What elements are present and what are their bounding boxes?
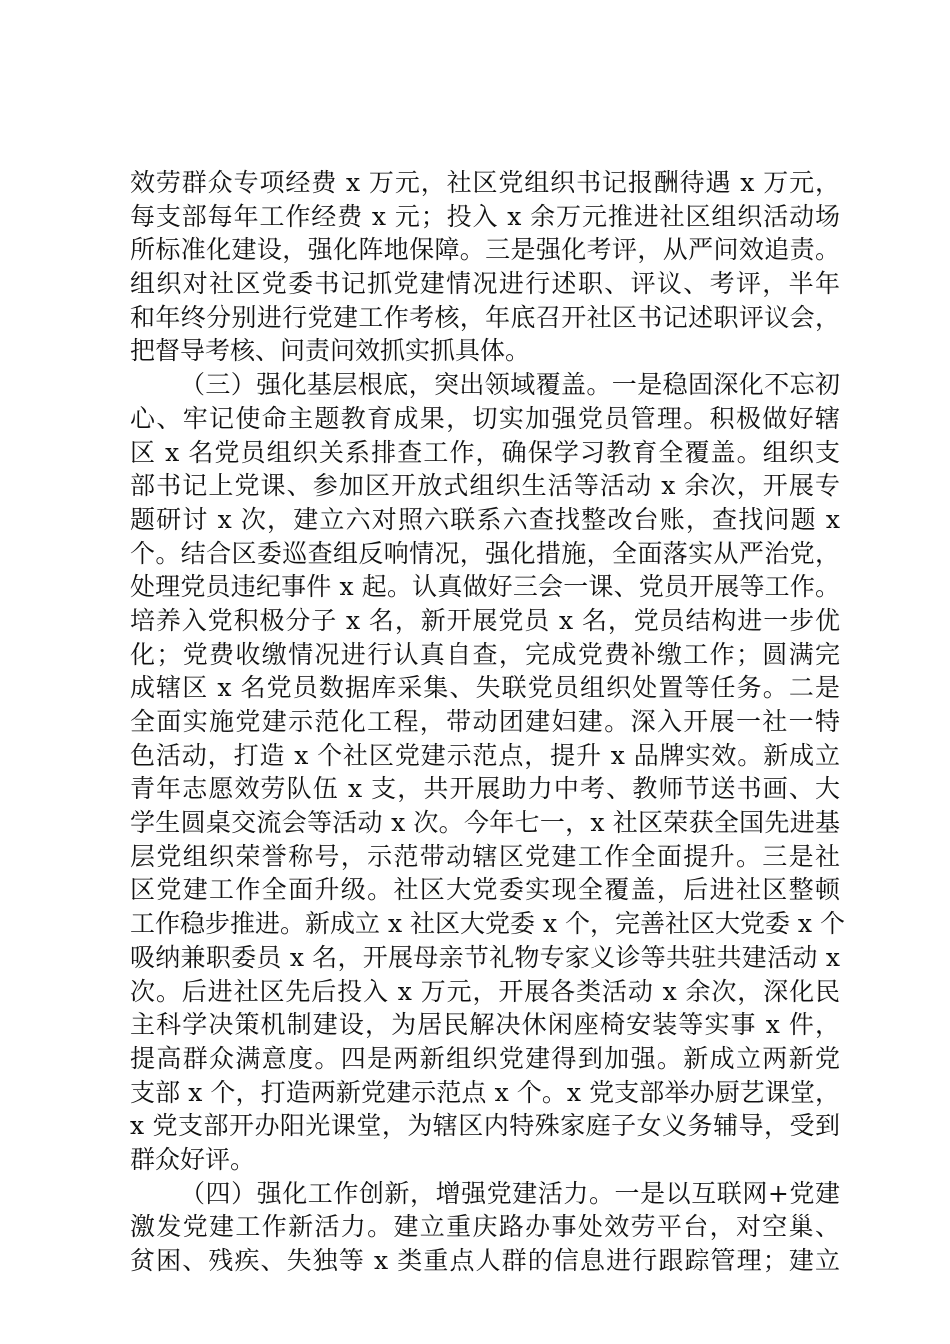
text-line: 个。结合区委巡查组反响情况，强化措施，全面落实从严治党， (130, 538, 840, 568)
text-line: 支部 x 个，打造两新党建示范点 x 个。x 党支部举办厨艺课堂， (130, 1077, 840, 1107)
text-line: 效劳群众专项经费 x 万元，社区党组织书记报酬待遇 x 万元， (130, 168, 840, 197)
text-line: 心、牢记使命主题教育成果，切实加强党员管理。积极做好辖 (130, 403, 840, 433)
text-line: 培养入党积极分子 x 名，新开展党员 x 名，党员结构进一步优 (130, 605, 840, 635)
body-text (130, 166, 845, 1278)
text-line: 组织对社区党委书记抓党建情况进行述职、评议、考评，半年 (130, 269, 840, 299)
text-line: 吸纳兼职委员 x 名，开展母亲节礼物专家义诊等共驻共建活动 x (130, 942, 840, 972)
text-line: 和年终分别进行党建工作考核，年底召开社区书记述职评议会， (130, 302, 840, 332)
text-line: 次。后进社区先后投入 x 万元，开展各类活动 x 余次，深化民 (130, 976, 840, 1006)
text-line: 每支部每年工作经费 x 元；投入 x 余万元推进社区组织活动场 (130, 201, 840, 231)
text-line: 工作稳步推进。新成立 x 社区大党委 x 个，完善社区大党委 x 个 (130, 909, 845, 939)
text-line: 青年志愿效劳队伍 x 支，共开展助力中考、教师节送书画、大 (130, 774, 840, 804)
text-line: 主科学决策机制建设，为居民解决休闲座椅安装等实事 x 件， (130, 1010, 840, 1040)
text-line: 所标准化建设，强化阵地保障。三是强化考评，从严问效追责。 (130, 235, 840, 265)
text-line: 层党组织荣誉称号，示范带动辖区党建工作全面提升。三是社 (130, 841, 840, 871)
text-line: x 党支部开办阳光课堂，为辖区内特殊家庭子女义务辅导，受到 (130, 1111, 840, 1141)
text-line: 部书记上党课、参加区开放式组织生活等活动 x 余次，开展专 (130, 471, 840, 501)
text-line: 化；党费收缴情况进行认真自查，完成党费补缴工作；圆满完 (130, 639, 840, 669)
text-line: 激发党建工作新活力。建立重庆路办事处效劳平台，对空巢、 (130, 1212, 840, 1242)
text-line: 群众好评。 (130, 1144, 256, 1174)
text-line: 把督导考核、问责问效抓实抓具体。 (130, 336, 531, 366)
text-line: 全面实施党建示范化工程，带动团建妇建。深入开展一社一特 (130, 707, 840, 736)
text-line: 题研讨 x 次，建立六对照六联系六查找整改台账，查找问题 x (130, 504, 840, 534)
text-line: 区党建工作全面升级。社区大党委实现全覆盖，后进社区整顿 (130, 875, 840, 905)
text-line: 提高群众满意度。四是两新组织党建得到加强。新成立两新党 (130, 1043, 840, 1073)
text-line: 成辖区 x 名党员数据库采集、失联党员组织处置等任务。二是 (130, 673, 840, 703)
text-line: 色活动，打造 x 个社区党建示范点，提升 x 品牌实效。新成立 (130, 740, 840, 770)
text-line: 处理党员违纪事件 x 起。认真做好三会一课、党员开展等工作。 (130, 572, 840, 602)
section-heading-line: （三）强化基层根底，突出领域覆盖。一是稳固深化不忘初 (180, 370, 840, 400)
section-heading-line: （四）强化工作创新，增强党建活力。一是以互联网+党建 (180, 1178, 840, 1208)
text-line: 区 x 名党员组织关系排查工作，确保学习教育全覆盖。组织支 (130, 437, 840, 467)
text-line: 学生圆桌交流会等活动 x 次。今年七一，x 社区荣获全国先进基 (130, 808, 840, 838)
text-line: 贫困、残疾、失独等 x 类重点人群的信息进行跟踪管理；建立 (130, 1246, 840, 1275)
